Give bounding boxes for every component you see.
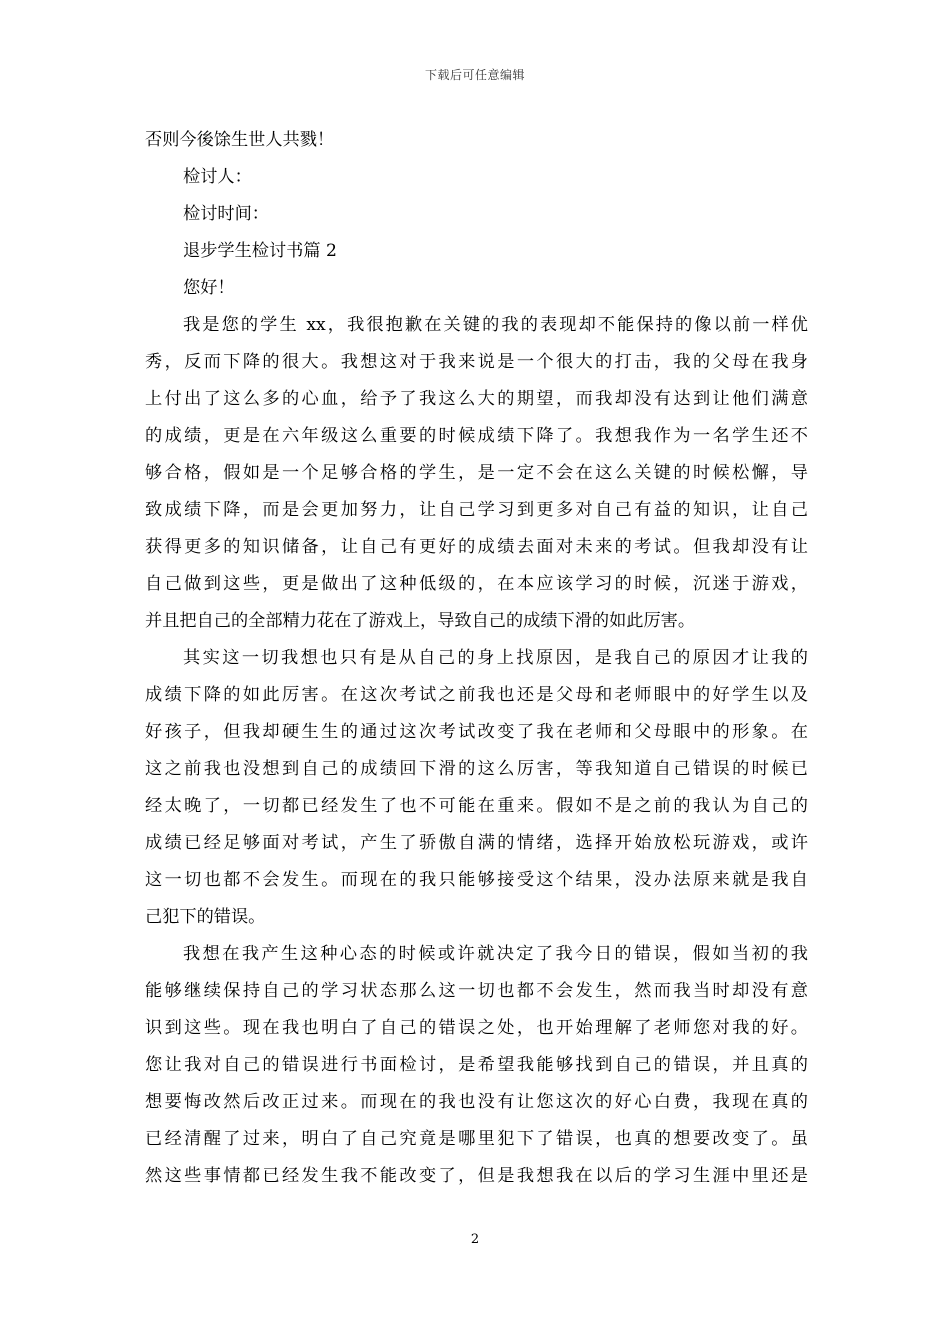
text-line: 识到这些。现在我也明白了自己的错误之处，也开始理解了老师您对我的好。 [145,1018,808,1038]
text-line: 我想在我产生这种心态的时候或许就决定了我今日的错误，假如当初的我 [183,944,808,964]
text-line: 的成绩，更是在六年级这么重要的时候成绩下降了。我想我作为一名学生还不 [145,426,808,446]
text-line: 己犯下的错误。 [145,907,266,927]
text-line: 经太晚了，一切都已经发生了也不可能在重来。假如不是之前的我认为自己的 [145,796,808,816]
text-line: 否则今後馀生世人共戮！ [145,130,335,150]
text-line: 检讨时间： [183,204,269,224]
text-line: 秀，反而下降的很大。我想这对于我来说是一个很大的打击，我的父母在我身 [145,352,808,372]
text-line: 这之前我也没想到自己的成绩回下滑的这么厉害，等我知道自己错误的时候已 [145,759,808,779]
text-line: 上付出了这么多的心血，给予了我这么大的期望，而我却没有达到让他们满意 [145,389,808,409]
text-line: 退步学生检讨书篇 2 [183,241,337,261]
text-line: 您让我对自己的错误进行书面检讨，是希望我能够找到自己的错误，并且真的 [145,1055,808,1075]
document-body [145,122,808,1195]
text-line: 检讨人： [183,167,252,187]
text-line: 其实这一切我想也只有是从自己的身上找原因，是我自己的原因才让我的 [183,648,808,668]
text-line: 我是您的学生 xx，我很抱歉在关键的我的表现却不能保持的像以前一样优 [183,315,808,335]
text-line: 然这些事情都已经发生我不能改变了，但是我想我在以后的学习生涯中里还是 [145,1166,808,1186]
text-line: 自己做到这些，更是做出了这种低级的，在本应该学习的时候，沉迷于游戏， [145,574,808,594]
text-line: 并且把自己的全部精力花在了游戏上，导致自己的成绩下滑的如此厉害。 [145,611,696,631]
text-line: 好孩子，但我却硬生生的通过这次考试改变了我在老师和父母眼中的形象。在 [145,722,808,742]
text-line: 获得更多的知识储备，让自己有更好的成绩去面对未来的考试。但我却没有让 [145,537,808,557]
text-line: 您好！ [183,278,235,298]
text-line: 致成绩下降，而是会更加努力，让自己学习到更多对自己有益的知识，让自己 [145,500,808,520]
text-line: 这一切也都不会发生。而现在的我只能够接受这个结果，没办法原来就是我自 [145,870,808,890]
page-number: 2 [470,1232,480,1247]
text-line: 成绩下降的如此厉害。在这次考试之前我也还是父母和老师眼中的好学生以及 [145,685,808,705]
page-header: 下载后可任意编辑 [424,68,525,82]
text-line: 想要悔改然后改正过来。而现在的我也没有让您这次的好心白费，我现在真的 [145,1092,808,1112]
text-line: 够合格，假如是一个足够合格的学生，是一定不会在这么关键的时候松懈，导 [145,463,808,483]
text-line: 成绩已经足够面对考试，产生了骄傲自满的情绪，选择开始放松玩游戏，或许 [145,833,808,853]
text-line: 能够继续保持自己的学习状态那么这一切也都不会发生，然而我当时却没有意 [145,981,808,1001]
text-line: 已经清醒了过来，明白了自己究竟是哪里犯下了错误，也真的想要改变了。虽 [145,1129,808,1149]
